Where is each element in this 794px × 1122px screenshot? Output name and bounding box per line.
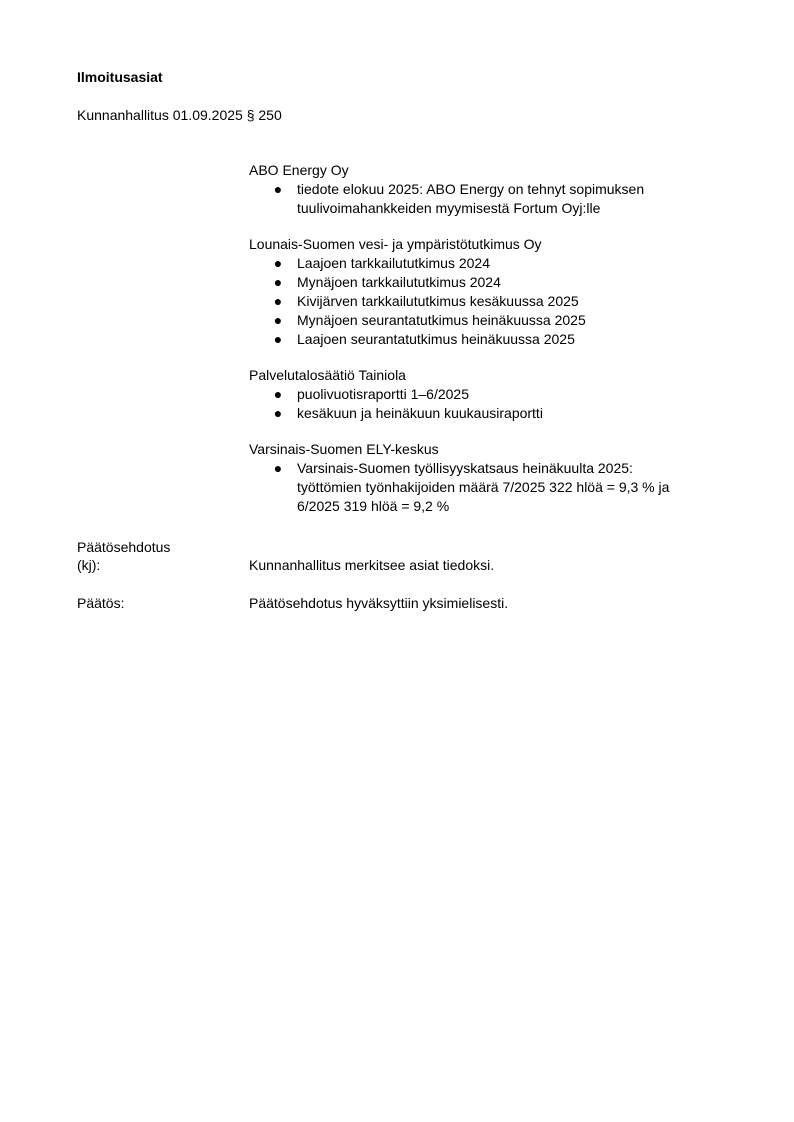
section-items <box>249 180 749 218</box>
decision-label: Päätös: <box>77 595 125 611</box>
list-item <box>249 330 749 349</box>
list-item-line: Varsinais-Suomen työllisyyskatsaus heinäkuulta 2025: <box>297 460 633 476</box>
list-item-line: tiedote elokuu 2025: ABO Energy on tehnyt sopimuksen <box>297 181 645 197</box>
list-item-line: työttömien työnhakijoiden määrä 7/2025 322 hlöä = 9,3 % ja <box>297 479 670 495</box>
section-lounais-suomen <box>249 235 749 349</box>
list-item <box>249 292 749 311</box>
bullet-dot-icon: ● <box>273 460 283 476</box>
bullet-dot-icon: ● <box>273 312 283 328</box>
list-item-line: kesäkuun ja heinäkuun kuukausiraportti <box>297 405 543 421</box>
proposal-label-line: (kj): <box>77 557 101 573</box>
bullet-dot-icon: ● <box>273 386 283 402</box>
list-item <box>249 385 749 404</box>
section-organization: Varsinais-Suomen ELY-keskus <box>249 441 439 457</box>
list-item <box>249 311 749 330</box>
proposal-label <box>77 538 247 574</box>
list-item <box>249 254 749 273</box>
section-tainiola <box>249 366 749 423</box>
list-item <box>249 180 749 218</box>
list-item-line: Mynäjoen tarkkailututkimus 2024 <box>297 274 501 290</box>
list-item-line: tuulivoimahankkeiden myymisestä Fortum Oyj:lle <box>297 200 601 216</box>
section-items <box>249 385 749 423</box>
bullet-dot-icon: ● <box>273 405 283 421</box>
bullet-dot-icon: ● <box>273 293 283 309</box>
list-item-line: Kivijärven tarkkailututkimus kesäkuussa 2025 <box>297 293 579 309</box>
section-organization: ABO Energy Oy <box>249 162 349 178</box>
decision-row <box>77 594 757 614</box>
list-item-line: Mynäjoen seurantatutkimus heinäkuussa 2025 <box>297 312 586 328</box>
list-item-line: Laajoen tarkkailututkimus 2024 <box>297 255 491 271</box>
section-organization: Palvelutalosäätiö Tainiola <box>249 367 406 383</box>
bullet-dot-icon: ● <box>273 181 283 197</box>
bullet-dot-icon: ● <box>273 331 283 347</box>
list-item-line: 6/2025 319 hlöä = 9,2 % <box>297 498 450 514</box>
proposal-row <box>77 538 757 578</box>
list-item <box>249 459 749 516</box>
section-abo-energy <box>249 161 749 218</box>
bullet-dot-icon: ● <box>273 274 283 290</box>
section-items <box>249 459 749 516</box>
proposal-label-line: Päätösehdotus <box>77 539 171 555</box>
list-item <box>249 404 749 423</box>
meeting-reference: Kunnanhallitus 01.09.2025 § 250 <box>77 107 282 123</box>
list-item-line: Laajoen seurantatutkimus heinäkuussa 2025 <box>297 331 575 347</box>
list-item <box>249 273 749 292</box>
decision-text: Päätösehdotus hyväksyttiin yksimielisesti. <box>249 595 509 611</box>
list-item-line: puolivuotisraportti 1–6/2025 <box>297 386 470 402</box>
document-title: Ilmoitusasiat <box>77 69 163 85</box>
proposal-text: Kunnanhallitus merkitsee asiat tiedoksi. <box>249 557 495 573</box>
section-items <box>249 254 749 349</box>
section-organization: Lounais-Suomen vesi- ja ympäristötutkimus Oy <box>249 236 542 252</box>
notification-list <box>249 161 749 533</box>
bullet-dot-icon: ● <box>273 255 283 271</box>
section-ely-keskus <box>249 440 749 516</box>
